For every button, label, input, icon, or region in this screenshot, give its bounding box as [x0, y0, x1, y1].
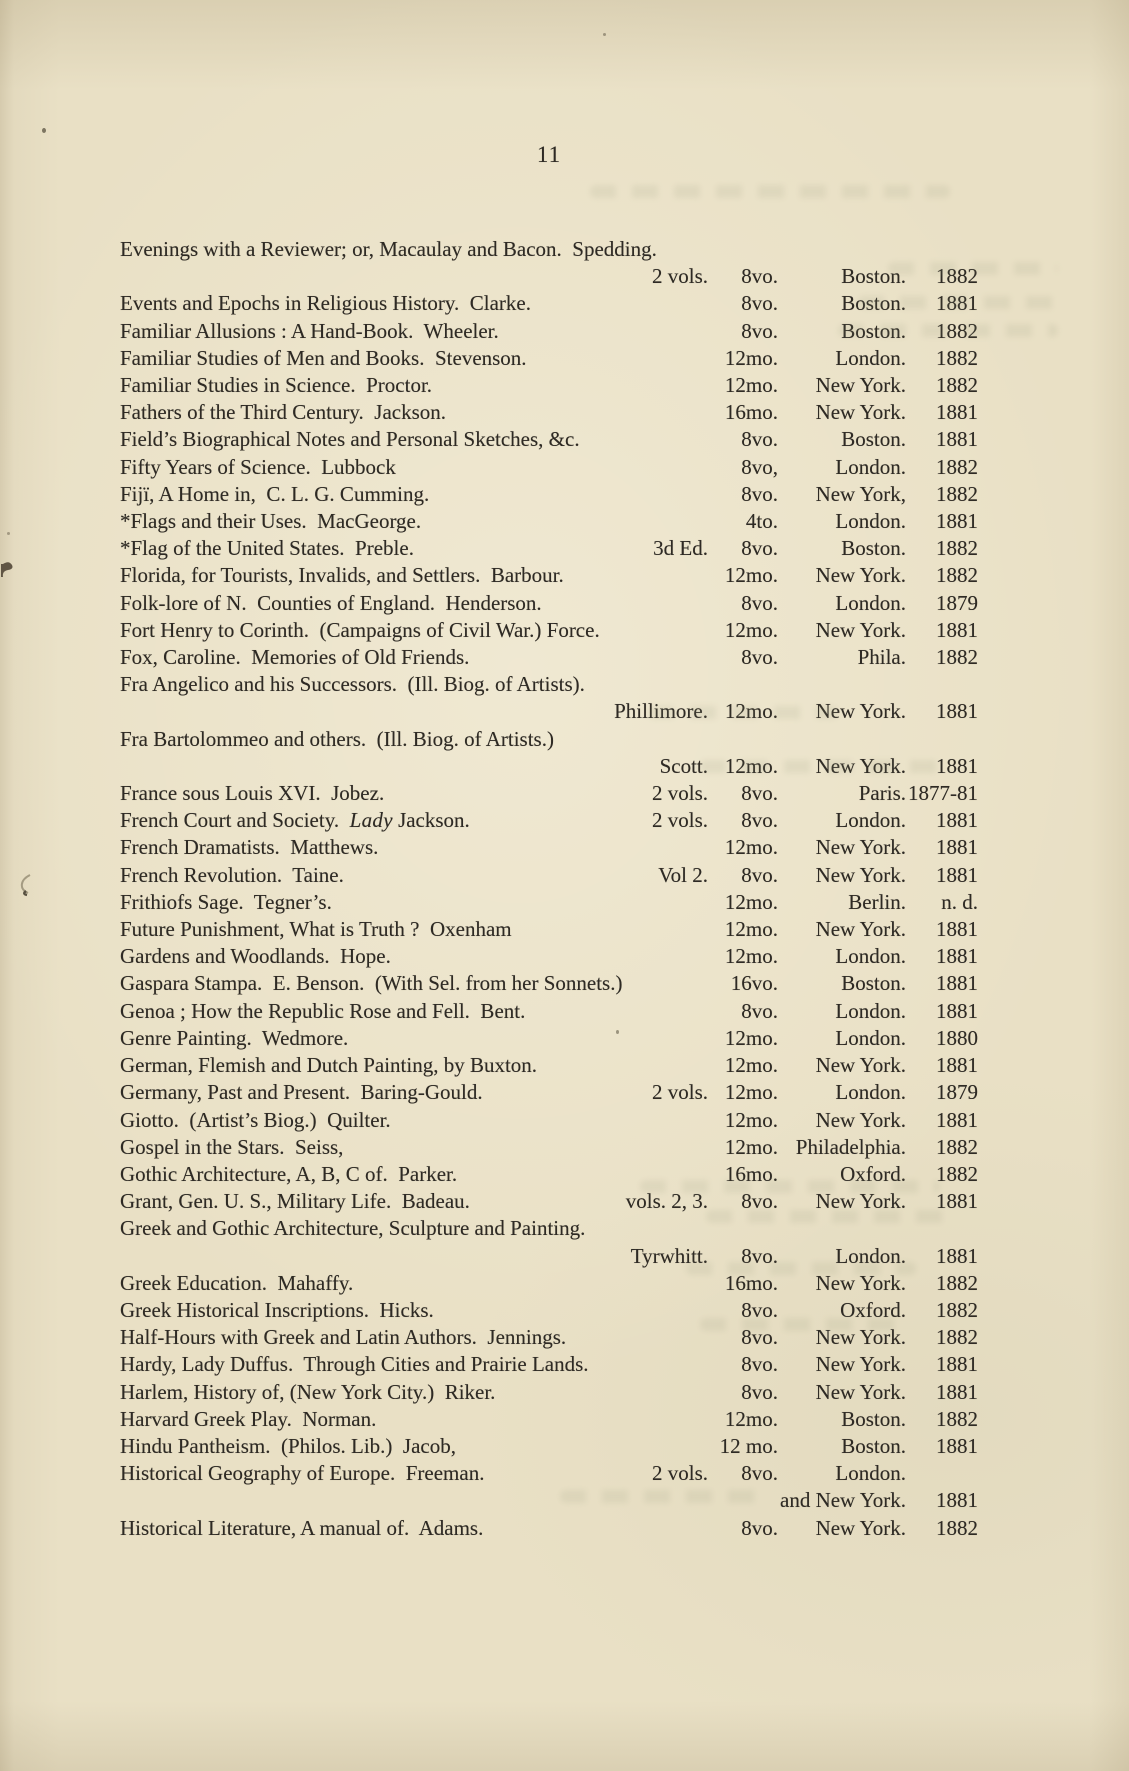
catalog-row: [120, 481, 978, 508]
entry-size: 8vo.: [741, 862, 778, 887]
catalog-table: [120, 236, 978, 1542]
entry-city: Paris.: [858, 781, 906, 806]
entry-city: New York.: [815, 1515, 906, 1540]
entry-size: 8vo.: [741, 536, 778, 561]
entry-title: Familiar Studies of Men and Books. Stevenson.: [120, 345, 527, 370]
catalog-row: [120, 1406, 978, 1433]
entry-city: London.: [835, 454, 906, 479]
catalog-row: [120, 889, 978, 916]
entry-size: 12mo.: [724, 753, 778, 778]
entry-extra: Vol 2.: [658, 862, 708, 887]
entry-extra: [608, 998, 708, 1025]
entry-title: Frithiofs Sage. Tegner’s.: [120, 889, 332, 914]
entry-extra: [608, 1379, 708, 1406]
entry-title: Florida, for Tourists, Invalids, and Settlers. Barbour.: [120, 563, 564, 588]
entry-year: 1881: [936, 753, 978, 778]
entry-year: 1882: [936, 454, 978, 479]
entry-title: Giotto. (Artist’s Biog.) Quilter.: [120, 1107, 391, 1132]
entry-extra: 2 vols.: [651, 1080, 708, 1105]
entry-extra: [608, 508, 708, 535]
entry-year: [906, 726, 978, 753]
entry-title: Germany, Past and Present. Baring-Gould.: [120, 1080, 483, 1105]
entry-extra: [608, 1324, 708, 1351]
catalog-row: [120, 834, 978, 861]
entry-year: 1881: [936, 400, 978, 425]
entry-year: 1881: [936, 944, 978, 969]
showthrough-smudge: [590, 185, 950, 198]
entry-size: 12mo.: [724, 563, 778, 588]
entry-year: 1881: [936, 1488, 978, 1513]
catalog-row: [120, 671, 978, 698]
entry-extra: 2 vols.: [651, 781, 708, 806]
entry-year: 1879: [936, 1080, 978, 1105]
entry-city: and New York.: [780, 1488, 906, 1513]
entry-title: [120, 698, 608, 725]
entry-city: [778, 236, 906, 263]
entry-city: New York.: [815, 400, 906, 425]
entry-title: Familiar Allusions : A Hand-Book. Wheeler.: [120, 318, 499, 343]
entry-size: 8vo.: [741, 590, 778, 615]
entry-extra: [608, 1433, 708, 1460]
entry-city: London.: [835, 998, 906, 1023]
entry-size: 8vo,: [741, 454, 778, 479]
entry-size: 8vo.: [741, 998, 778, 1023]
entry-title: Greek Historical Inscriptions. Hicks.: [120, 1297, 434, 1322]
entry-city: Boston.: [841, 1433, 906, 1458]
entry-year: 1881: [936, 808, 978, 833]
catalog-row: [120, 454, 978, 481]
catalog-row: [120, 1351, 978, 1378]
catalog-body: [120, 236, 978, 1542]
entry-title: Genoa ; How the Republic Rose and Fell. Bent.: [120, 998, 526, 1023]
entry-size: 12mo.: [724, 1080, 778, 1105]
entry-city: Berlin.: [848, 889, 906, 914]
entry-city: New York.: [815, 753, 906, 778]
catalog-row: [120, 1460, 978, 1487]
entry-size: 8vo.: [741, 645, 778, 670]
entry-city: Oxford.: [840, 1161, 906, 1186]
entry-year: 1882: [936, 1161, 978, 1186]
entry-city: [778, 726, 906, 753]
catalog-row: [120, 426, 978, 453]
entry-year: n. d.: [941, 889, 978, 914]
entry-year: 1882: [936, 1270, 978, 1295]
entry-city: London.: [835, 1461, 906, 1486]
entry-size: 12mo.: [724, 345, 778, 370]
entry-size: 8vo.: [741, 1461, 778, 1486]
entry-title: German, Flemish and Dutch Painting, by Buxton.: [120, 1053, 538, 1078]
entry-city: New York.: [815, 699, 906, 724]
catalog-row: [120, 617, 978, 644]
entry-size: 8vo.: [741, 1515, 778, 1540]
entry-year: 1881: [936, 1243, 978, 1268]
catalog-row: [120, 1270, 978, 1297]
entry-year: 1882: [936, 1297, 978, 1322]
entry-city: London.: [835, 345, 906, 370]
entry-year: 1881: [936, 291, 978, 316]
entry-city: [778, 1215, 906, 1242]
entry-size: 12mo.: [724, 835, 778, 860]
entry-extra: [608, 372, 708, 399]
entry-city: Boston.: [841, 318, 906, 343]
catalog-row: [120, 862, 978, 889]
catalog-row: [120, 807, 978, 834]
entry-title: Historical Literature, A manual of. Adams.: [120, 1515, 484, 1540]
entry-size: 8vo.: [741, 1243, 778, 1268]
entry-size: 4to.: [745, 509, 778, 534]
entry-year: 1882: [936, 373, 978, 398]
entry-extra: [608, 1270, 708, 1297]
catalog-row: [120, 372, 978, 399]
catalog-row: [120, 1487, 978, 1514]
entry-extra: [608, 290, 708, 317]
entry-year: 1881: [936, 835, 978, 860]
entry-size: 12mo.: [724, 1025, 778, 1050]
catalog-row: [120, 1215, 978, 1242]
entry-title: Grant, Gen. U. S., Military Life. Badeau.: [120, 1189, 470, 1214]
entry-size: [708, 726, 778, 753]
entry-extra: [608, 1515, 708, 1542]
entry-title: Fijï, A Home in, C. L. G. Cumming.: [120, 481, 430, 506]
entry-title: Fathers of the Third Century. Jackson.: [120, 400, 447, 425]
entry-city: Oxford.: [840, 1297, 906, 1322]
entry-size: [708, 1215, 778, 1242]
paper-crease-mark: [16, 872, 36, 898]
entry-extra: [608, 426, 708, 453]
entry-size: 12 mo.: [719, 1433, 778, 1458]
entry-extra: [608, 1107, 708, 1134]
entry-city: New York.: [815, 373, 906, 398]
entry-extra: [608, 644, 708, 671]
entry-size: 12mo.: [724, 1107, 778, 1132]
entry-extra: [608, 454, 708, 481]
entry-year: 1882: [936, 264, 978, 289]
entry-size: 8vo.: [741, 1297, 778, 1322]
entry-city: London.: [835, 1243, 906, 1268]
entry-title: Fox, Caroline. Memories of Old Friends.: [120, 645, 470, 670]
catalog-row: [120, 1052, 978, 1079]
entry-extra: [608, 1161, 708, 1188]
entry-size: 8vo.: [741, 1379, 778, 1404]
catalog-row: [120, 318, 978, 345]
catalog-row: [120, 1433, 978, 1460]
entry-year: 1882: [936, 1134, 978, 1159]
entry-year: 1881: [936, 427, 978, 452]
entry-title: Harlem, History of, (New York City.) Riker.: [120, 1379, 496, 1404]
entry-extra: [608, 318, 708, 345]
entry-title: French Revolution. Taine.: [120, 862, 344, 887]
catalog-row: [120, 970, 978, 997]
catalog-row: [120, 998, 978, 1025]
entry-title: Future Punishment, What is Truth ? Oxenham: [120, 917, 512, 942]
entry-extra: 2 vols.: [651, 1461, 708, 1486]
entry-extra: [608, 590, 708, 617]
catalog-row: [120, 1515, 978, 1542]
entry-year: 1881: [936, 699, 978, 724]
entry-title: Gothic Architecture, A, B, C of. Parker.: [120, 1161, 458, 1186]
entry-year: 1879: [936, 590, 978, 615]
catalog-row: [120, 562, 978, 589]
entry-year: 1882: [936, 345, 978, 370]
entry-size: 8vo.: [741, 318, 778, 343]
entry-city: New York.: [815, 1270, 906, 1295]
entry-year: 1882: [936, 318, 978, 343]
entry-year: 1882: [936, 481, 978, 506]
entry-extra: [608, 617, 708, 644]
entry-extra: [608, 399, 708, 426]
entry-size: 16mo.: [724, 400, 778, 425]
entry-extra: Scott.: [659, 753, 708, 778]
entry-year: 1881: [936, 998, 978, 1023]
entry-city: Boston.: [841, 536, 906, 561]
entry-year: 1882: [936, 1325, 978, 1350]
entry-title: Fra Bartolommeo and others. (Ill. Biog. of Artists.): [120, 726, 554, 751]
entry-extra: [608, 345, 708, 372]
entry-title: [120, 753, 608, 780]
entry-title: *Flags and their Uses. MacGeorge.: [120, 509, 422, 534]
entry-extra: 3d Ed.: [653, 536, 708, 561]
entry-city: New York.: [815, 1107, 906, 1132]
entry-size: 12mo.: [724, 699, 778, 724]
entry-extra: [608, 916, 708, 943]
entry-title: French Court and Society. Lady Jackson.: [120, 808, 470, 833]
catalog-row: [120, 345, 978, 372]
entry-size: 12mo.: [724, 1134, 778, 1159]
entry-extra: [608, 1351, 708, 1378]
entry-size: 12mo.: [724, 617, 778, 642]
entry-title: Greek and Gothic Architecture, Sculpture and Painting.: [120, 1216, 586, 1241]
entry-city: London.: [835, 944, 906, 969]
catalog-row: [120, 263, 978, 290]
entry-city: London.: [835, 1025, 906, 1050]
entry-title: France sous Louis XVI. Jobez.: [120, 781, 385, 806]
entry-title: Fifty Years of Science. Lubbock: [120, 454, 396, 479]
paper-speck: [42, 128, 46, 133]
entry-year: 1881: [936, 917, 978, 942]
paper-speck: [7, 532, 10, 535]
catalog-row: [120, 399, 978, 426]
entry-city: Boston.: [841, 264, 906, 289]
entry-year: 1881: [936, 509, 978, 534]
catalog-row: [120, 535, 978, 562]
entry-extra: Phillimore.: [614, 699, 708, 724]
entry-size: 8vo.: [741, 1325, 778, 1350]
entry-title: Field’s Biographical Notes and Personal Sketches, &c.: [120, 427, 580, 452]
page-number: 11: [536, 142, 562, 167]
entry-title: Fort Henry to Corinth. (Campaigns of Civil War.) Force.: [120, 617, 600, 642]
entry-size: 8vo.: [741, 808, 778, 833]
entry-year: 1882: [936, 1406, 978, 1431]
entry-size: [708, 1487, 778, 1514]
entry-size: 16vo.: [730, 971, 778, 996]
entry-size: 8vo.: [741, 264, 778, 289]
entry-extra: [608, 671, 708, 698]
entry-title: [120, 263, 608, 290]
catalog-row: [120, 236, 978, 263]
paper-crease-shape: [16, 872, 36, 898]
entry-title: Folk-lore of N. Counties of England. Henderson.: [120, 590, 542, 615]
entry-title: Harvard Greek Play. Norman.: [120, 1406, 377, 1431]
catalog-row: [120, 1243, 978, 1270]
entry-year: [906, 236, 978, 263]
catalog-row: [120, 943, 978, 970]
entry-city: New York.: [815, 1325, 906, 1350]
entry-title: Events and Epochs in Religious History. Clarke.: [120, 291, 531, 316]
entry-year: 1881: [936, 1433, 978, 1458]
entry-title: Half-Hours with Greek and Latin Authors. Jennings.: [120, 1325, 567, 1350]
entry-size: 12mo.: [724, 889, 778, 914]
entry-title: [120, 1487, 608, 1514]
entry-extra: [608, 562, 708, 589]
catalog-row: [120, 1134, 978, 1161]
entry-title: Genre Painting. Wedmore.: [120, 1025, 349, 1050]
entry-city: New York,: [815, 481, 906, 506]
entry-extra: 2 vols.: [651, 808, 708, 833]
entry-city: Boston.: [841, 427, 906, 452]
entry-extra: vols. 2, 3.: [625, 1189, 708, 1214]
entry-city: New York.: [815, 1053, 906, 1078]
entry-city: Philadelphia.: [795, 1134, 906, 1159]
entry-extra: [608, 834, 708, 861]
entry-extra: [608, 481, 708, 508]
entry-year: 1881: [936, 1352, 978, 1377]
entry-extra: [608, 1215, 708, 1242]
catalog-row: [120, 590, 978, 617]
entry-size: 16mo.: [724, 1161, 778, 1186]
entry-title: Greek Education. Mahaffy.: [120, 1270, 354, 1295]
entry-extra: [608, 1487, 708, 1514]
entry-size: 12mo.: [724, 944, 778, 969]
entry-year: [906, 1460, 978, 1487]
paper-speck: [603, 33, 606, 36]
entry-city: New York.: [815, 917, 906, 942]
entry-size: 8vo.: [741, 1189, 778, 1214]
catalog-row: [120, 1379, 978, 1406]
entry-title: Hindu Pantheism. (Philos. Lib.) Jacob,: [120, 1433, 456, 1458]
entry-city: London.: [835, 808, 906, 833]
entry-city: New York.: [815, 1189, 906, 1214]
entry-city: Phila.: [857, 645, 906, 670]
entry-city: London.: [835, 509, 906, 534]
entry-city: Boston.: [841, 291, 906, 316]
entry-extra: [608, 889, 708, 916]
entry-extra: Tyrwhitt.: [630, 1243, 708, 1268]
entry-year: [906, 1215, 978, 1242]
entry-extra: [608, 1052, 708, 1079]
entry-size: 12mo.: [724, 1406, 778, 1431]
entry-year: 1877-81: [908, 781, 978, 806]
entry-size: 8vo.: [741, 781, 778, 806]
entry-city: Boston.: [841, 971, 906, 996]
entry-title: Fra Angelico and his Successors. (Ill. Biog. of Artists).: [120, 672, 585, 697]
catalog-row: [120, 644, 978, 671]
entry-size: [708, 671, 778, 698]
entry-extra: [608, 1134, 708, 1161]
ink-blot: [1, 558, 17, 580]
entry-year: [906, 671, 978, 698]
entry-year: 1881: [936, 1189, 978, 1214]
entry-year: 1881: [936, 617, 978, 642]
entry-year: 1882: [936, 1515, 978, 1540]
entry-size: 12mo.: [724, 917, 778, 942]
entry-city: London.: [835, 590, 906, 615]
entry-title: Hardy, Lady Duffus. Through Cities and Prairie Lands.: [120, 1352, 589, 1377]
catalog-row: [120, 753, 978, 780]
entry-extra: [608, 1406, 708, 1433]
entry-size: 8vo.: [741, 291, 778, 316]
entry-size: 8vo.: [741, 427, 778, 452]
catalog-row: [120, 1161, 978, 1188]
entry-year: 1881: [936, 1107, 978, 1132]
entry-title: Evenings with a Reviewer; or, Macaulay and Bacon. Spedding.: [120, 237, 657, 261]
catalog-row: [120, 508, 978, 535]
entry-extra: [608, 970, 708, 997]
paper-speck: [616, 1030, 619, 1034]
entry-title: Historical Geography of Europe. Freeman.: [120, 1461, 485, 1486]
entry-size: 12mo.: [724, 1053, 778, 1078]
entry-city: Boston.: [841, 1406, 906, 1431]
entry-title: French Dramatists. Matthews.: [120, 835, 379, 860]
entry-city: New York.: [815, 617, 906, 642]
entry-year: 1882: [936, 563, 978, 588]
catalog-row: [120, 1025, 978, 1052]
entry-extra: 2 vols.: [651, 264, 708, 289]
catalog-row: [120, 1079, 978, 1106]
catalog-row: [120, 726, 978, 753]
catalog-row: [120, 1107, 978, 1134]
catalog-row: [120, 916, 978, 943]
catalog-row: [120, 698, 978, 725]
entry-year: 1882: [936, 536, 978, 561]
entry-city: [778, 671, 906, 698]
entry-year: 1881: [936, 1379, 978, 1404]
entry-title: Familiar Studies in Science. Proctor.: [120, 373, 433, 398]
entry-extra: [608, 1025, 708, 1052]
entry-city: New York.: [815, 1379, 906, 1404]
entry-extra: [608, 1297, 708, 1324]
entry-year: 1882: [936, 645, 978, 670]
entry-city: London.: [835, 1080, 906, 1105]
entry-extra: [608, 943, 708, 970]
entry-title: Gardens and Woodlands. Hope.: [120, 944, 391, 969]
entry-title: Gospel in the Stars. Seiss,: [120, 1134, 344, 1159]
ink-blot-shape: [1, 558, 17, 580]
catalog-row: [120, 1297, 978, 1324]
entry-city: New York.: [815, 862, 906, 887]
entry-city: New York.: [815, 835, 906, 860]
entry-city: New York.: [815, 1352, 906, 1377]
catalog-row: [120, 780, 978, 807]
catalog-row: [120, 1188, 978, 1215]
entry-year: 1881: [936, 862, 978, 887]
catalog-row: [120, 1324, 978, 1351]
entry-year: 1881: [936, 1053, 978, 1078]
entry-title: [120, 1243, 608, 1270]
entry-title: *Flag of the United States. Preble.: [120, 536, 414, 561]
entry-extra: [608, 726, 708, 753]
entry-size: 12mo.: [724, 373, 778, 398]
entry-size: [708, 236, 778, 263]
entry-city: New York.: [815, 563, 906, 588]
entry-size: 16mo.: [724, 1270, 778, 1295]
entry-year: 1881: [936, 971, 978, 996]
entry-size: 8vo.: [741, 481, 778, 506]
catalog-row: [120, 290, 978, 317]
entry-size: 8vo.: [741, 1352, 778, 1377]
entry-year: 1880: [936, 1025, 978, 1050]
entry-title: Gaspara Stampa. E. Benson. (With Sel. from her Sonnets.): [120, 971, 623, 996]
